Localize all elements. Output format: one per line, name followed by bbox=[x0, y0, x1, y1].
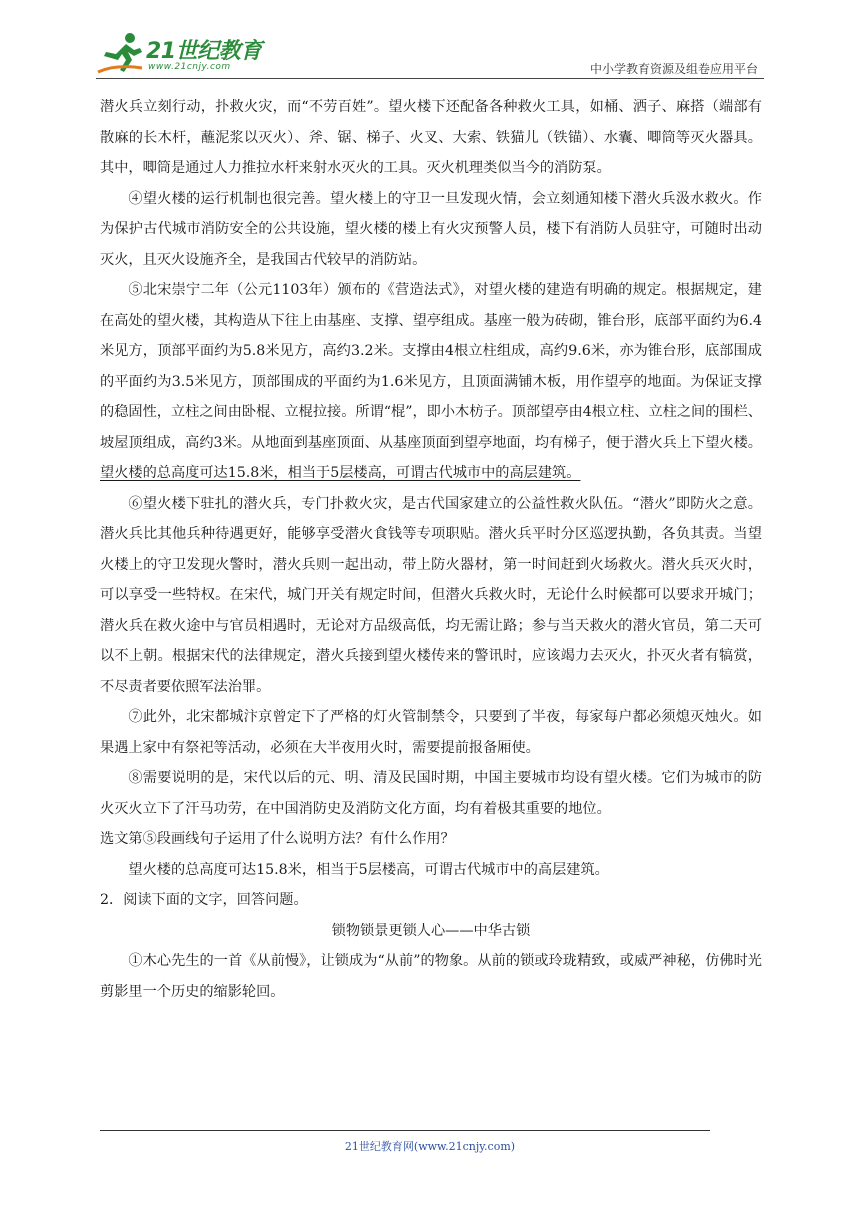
paragraph-5-text: ⑤北宋崇宁二年（公元1103年）颁布的《营造法式》，对望火楼的建造有明确的规定。根据规定，建在高处的望火楼，其构造从下往上由基座、支撑、望亭组成。基座一般为砖砌，锥台形，底部平面约为6.4米见方，顶部平面约为5.8米见方，高约3.2米。支撑由4根立柱组成，高约9.6米，亦为锥台形，底部围成的平面约为3.5米见方，顶部围成的平面约为1.6米见方，且顶面满铺木板，用作望亭的地面。为保证支撑的稳固性，立柱之间由卧棍、立棍拉接。所谓“棍”，即小木枋子。顶部望亭由4根立柱、立柱之间的围栏、坡屋顶组成，高约3米。从地面到基座顶面、从基座顶面到望亭地面，均有梯子，便于潜火兵上下望火楼。 bbox=[100, 282, 762, 451]
logo-text: 21世纪教育 bbox=[146, 39, 262, 64]
paragraph-2-1: ①木心先生的一首《从前慢》，让锁成为“从前”的物象。从前的锁或玲珑精致，或威严神秘，仿佛时光剪影里一个历史的缩影轮回。 bbox=[100, 953, 762, 1000]
header-divider bbox=[96, 78, 764, 79]
page-header bbox=[96, 30, 764, 80]
platform-name: 中小学教育资源及组卷应用平台 bbox=[589, 62, 758, 76]
underlined-sentence: 望火楼的总高度可达15.8米，相当于5层楼高，可谓古代城市中的高层建筑。 bbox=[100, 465, 581, 481]
question-text: 选文第⑤段画线句子运用了什么说明方法？有什么作用？ bbox=[100, 831, 455, 847]
question-2-heading: 2．阅读下面的文字，回答问题。 bbox=[100, 892, 308, 908]
paragraph-7: ⑦此外，北宋都城汴京曾定下了严格的灯火管制禁令，只要到了半夜，每家每户都必须熄灭烛火。如果遇上家中有祭祀等活动，必须在大半夜用火时，需要提前报备厢使。 bbox=[100, 709, 762, 756]
article-title: 锁物锁景更锁人心——中华古锁 bbox=[331, 922, 531, 939]
document-body bbox=[100, 92, 762, 1007]
footer-divider bbox=[100, 1130, 710, 1131]
runner-logo-icon bbox=[96, 30, 146, 76]
paragraph-6: ⑥望火楼下驻扎的潜火兵，专门扑救火灾，是古代国家建立的公益性救火队伍。“潜火”即防火之意。潜火兵比其他兵种待遇更好，能够享受潜火食钱等专项职贴。潜火兵平时分区巡逻执勤，各负其责。当望火楼上的守卫发现火警时，潜火兵则一起出动，带上防火器材，第一时间赶到火场救火。潜火兵灭火时，可以享受一些特权。在宋代，城门开关有规定时间，但潜火兵救火时，无论什么时候都可以要求开城门；潜火兵在救火途中与官员相遇时，无论对方品级高低，均无需让路；参与当天救火的潜火官员，第二天可以不上朝。根据宋代的法律规定，潜火兵接到望火楼传来的警讯时，应该竭力去灭火，扑灭火者有犒赏，不尽责者要依照军法治罪。 bbox=[100, 495, 762, 695]
footer-text: 21世纪教育网(www.21cnjy.com) bbox=[344, 1140, 516, 1153]
answer-quote: 望火楼的总高度可达15.8米，相当于5层楼高，可谓古代城市中的高层建筑。 bbox=[128, 861, 609, 878]
logo-url: www.21cnjy.com bbox=[148, 62, 231, 72]
paragraph-5 bbox=[100, 275, 762, 489]
paragraph-8: ⑧需要说明的是，宋代以后的元、明、清及民国时期，中国主要城市均设有望火楼。它们为城市的防火灭火立下了汗马功劳，在中国消防史及消防文化方面，均有着极其重要的地位。 bbox=[100, 770, 762, 817]
paragraph-4: ④望火楼的运行机制也很完善。望火楼上的守卫一旦发现火情，会立刻通知楼下潜火兵汲水救火。作为保护古代城市消防安全的公共设施，望火楼的楼上有火灾预警人员，楼下有消防人员驻守，可随时出动灭火，且灭火设施齐全，是我国古代较早的消防站。 bbox=[100, 190, 762, 268]
paragraph-continued: 潜火兵立刻行动，扑救火灾，而“不劳百姓”。望火楼下还配备各种救火工具，如桶、洒子、麻搭（端部有散麻的长木杆，蘸泥浆以灭火）、斧、锯、梯子、火叉、大索、铁猫儿（铁锚）、水囊、唧筒等灭火器具。其中，唧筒是通过人力推拉水杆来射水灭火的工具。灭火机理类似当今的消防泵。 bbox=[100, 99, 762, 176]
site-logo bbox=[96, 30, 296, 80]
